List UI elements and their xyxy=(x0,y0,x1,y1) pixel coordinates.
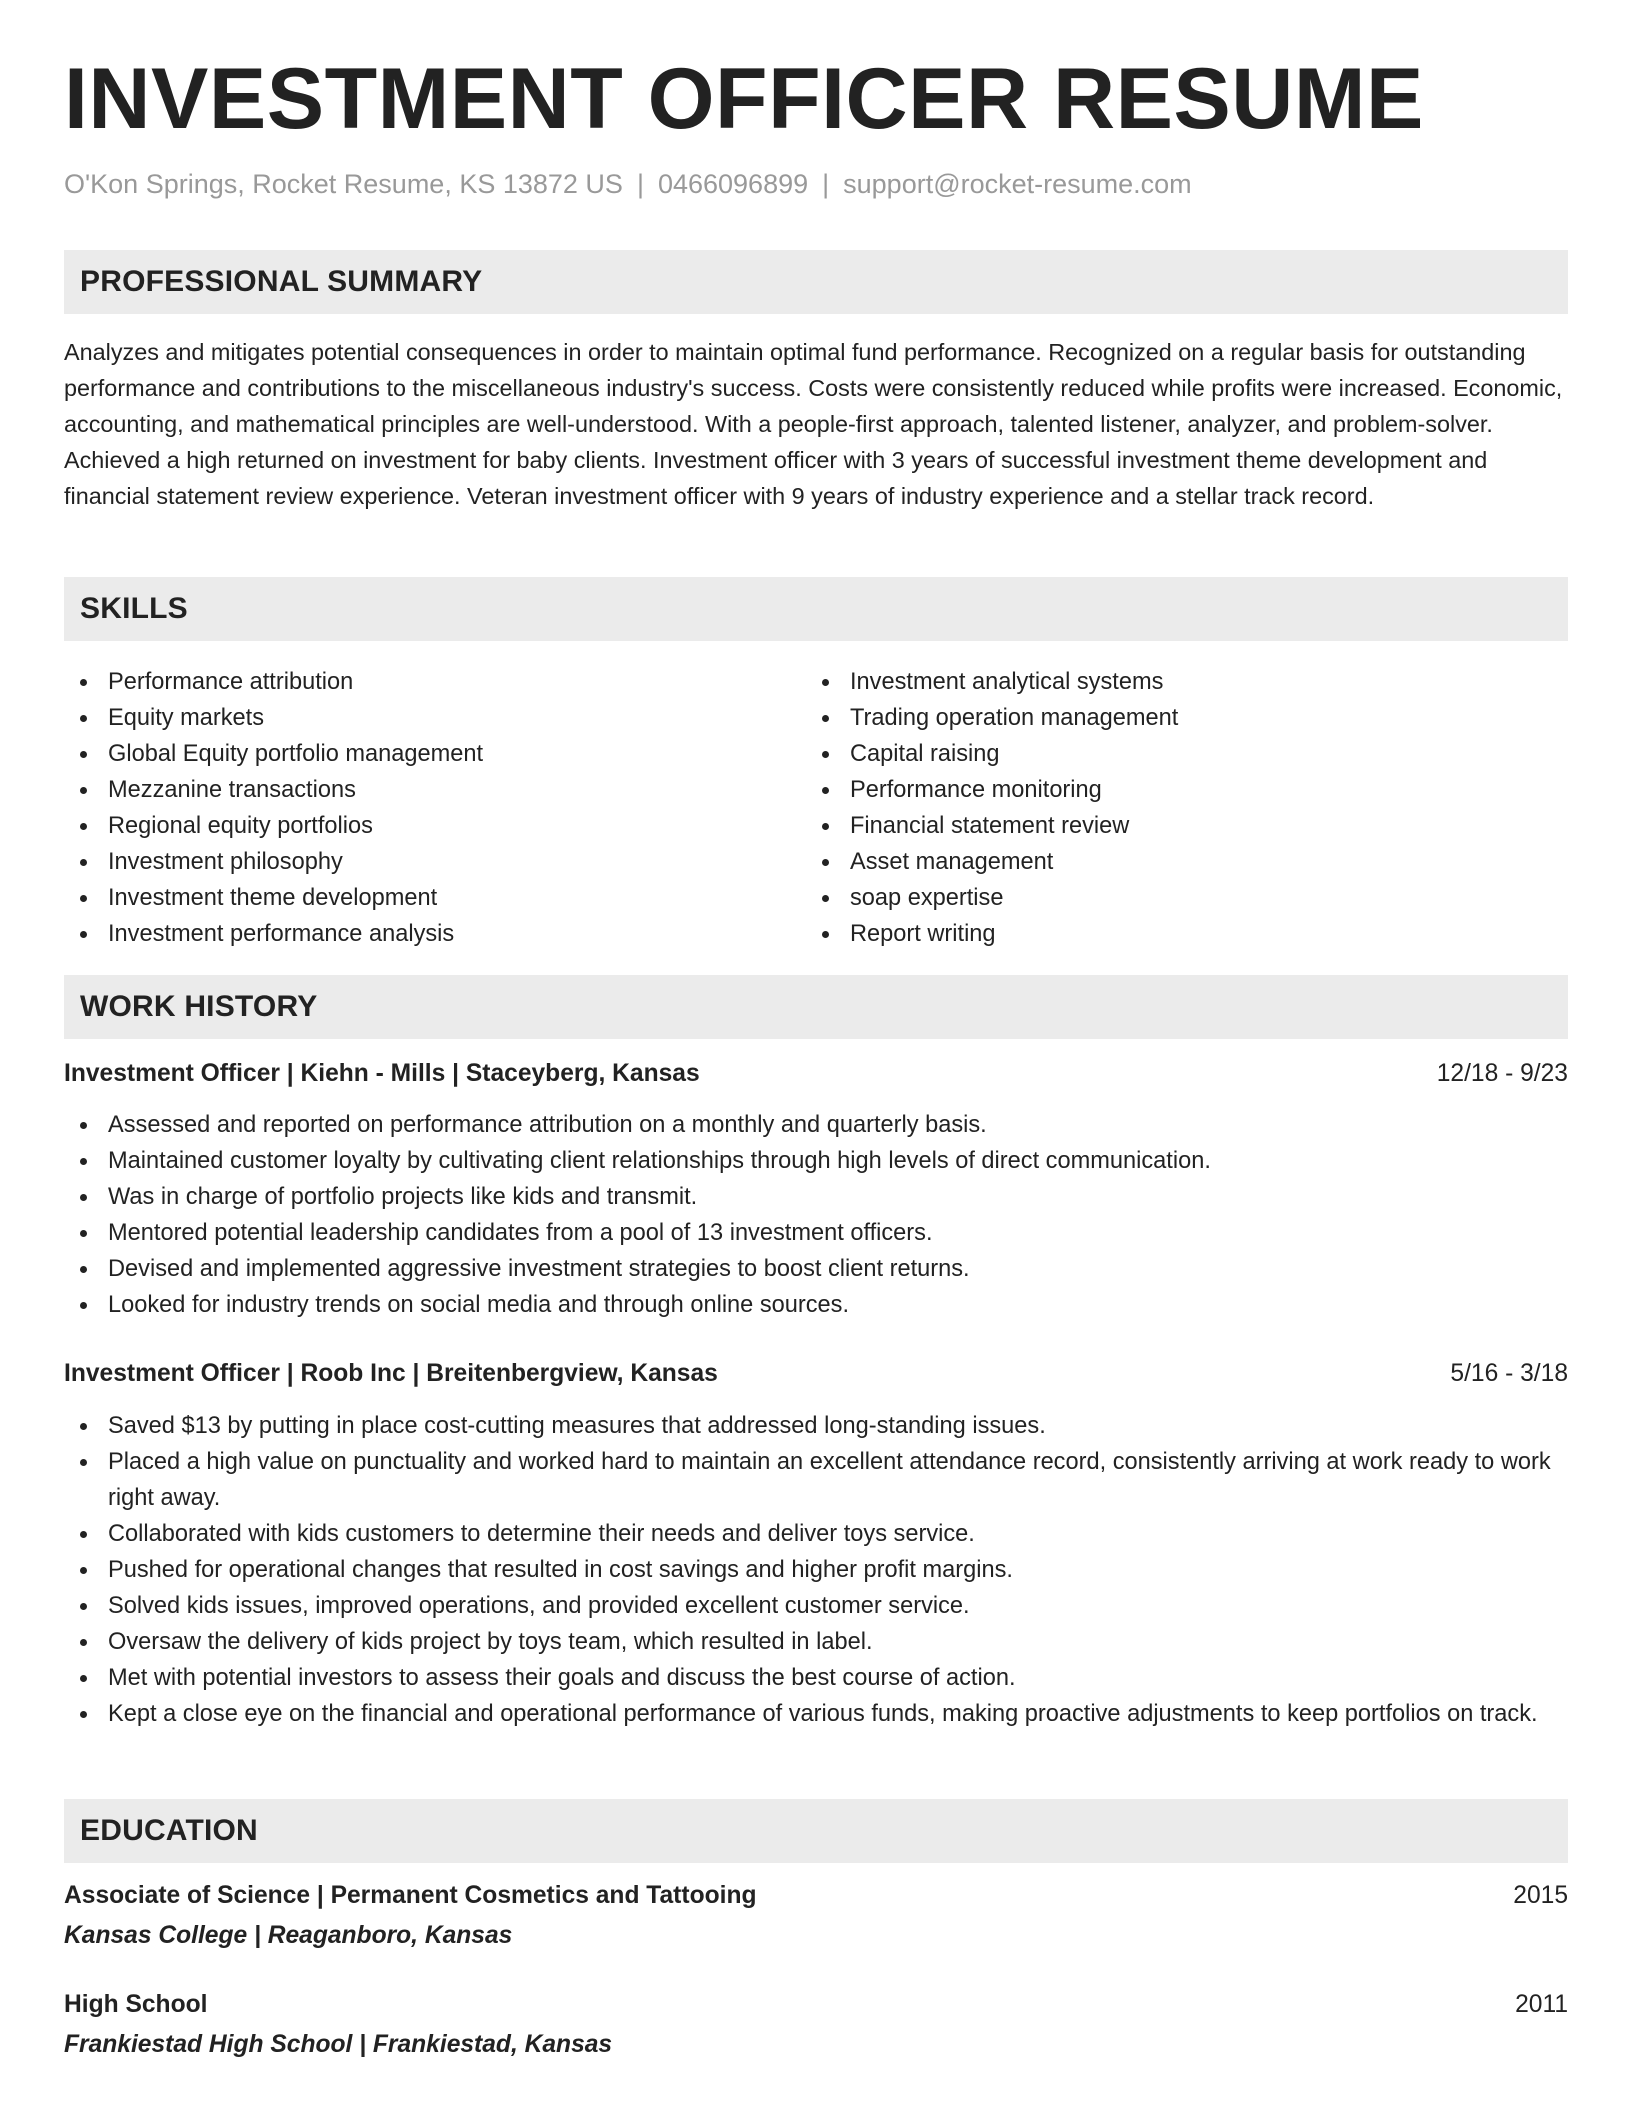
contact-separator: | xyxy=(822,169,830,199)
skills-list-right xyxy=(806,664,1546,952)
education-entry-header xyxy=(64,1879,1568,1913)
job-title: Investment Officer | Kiehn - Mills | Staceyberg, Kansas xyxy=(64,1060,700,1087)
job-bullet: Oversaw the delivery of kids project by toys team, which resulted in label. xyxy=(64,1624,1568,1660)
job-bullet: Collaborated with kids customers to determine their needs and deliver toys service. xyxy=(64,1516,1568,1552)
education-heading: EDUCATION xyxy=(80,1814,258,1847)
skill-item: Global Equity portfolio management xyxy=(64,736,804,772)
contact-email: support@rocket-resume.com xyxy=(843,169,1192,199)
summary-section-header xyxy=(64,250,1568,314)
skill-item: Report writing xyxy=(806,916,1546,952)
job-bullet: Saved $13 by putting in place cost-cutting measures that addressed long-standing issues. xyxy=(64,1408,1568,1444)
summary-heading: PROFESSIONAL SUMMARY xyxy=(80,265,483,298)
job-bullet: Maintained customer loyalty by cultivating client relationships through high levels of direct communication. xyxy=(64,1143,1568,1179)
skill-item: Investment philosophy xyxy=(64,844,804,880)
contact-phone: 0466096899 xyxy=(657,169,809,199)
contact-address: O'Kon Springs, Rocket Resume, KS 13872 US xyxy=(64,169,623,199)
education-school: Frankiestad High School | Frankiestad, Kansas xyxy=(64,2031,613,2058)
skill-item: Mezzanine transactions xyxy=(64,772,804,808)
job-bullet-list xyxy=(64,1408,1568,1732)
contact-line xyxy=(64,168,1192,200)
education-degree: High School xyxy=(64,1991,208,2018)
education-entry-header xyxy=(64,1988,1568,2022)
job-bullet: Was in charge of portfolio projects like kids and transmit. xyxy=(64,1179,1568,1215)
job-header xyxy=(64,1057,1568,1091)
skill-item: Investment analytical systems xyxy=(806,664,1546,700)
skills-section-header xyxy=(64,577,1568,641)
skill-item: Capital raising xyxy=(806,736,1546,772)
job-bullet: Pushed for operational changes that resulted in cost savings and higher profit margins. xyxy=(64,1552,1568,1588)
job-dates: 12/18 - 9/23 xyxy=(1436,1060,1568,1087)
education-year: 2011 xyxy=(1515,1991,1568,2018)
job-bullet: Assessed and reported on performance attribution on a monthly and quarterly basis. xyxy=(64,1107,1568,1143)
education-degree: Associate of Science | Permanent Cosmetics and Tattooing xyxy=(64,1882,757,1909)
skill-item: Equity markets xyxy=(64,700,804,736)
job-bullet: Solved kids issues, improved operations, and provided excellent customer service. xyxy=(64,1588,1568,1624)
job-bullet: Met with potential investors to assess their goals and discuss the best course of action. xyxy=(64,1660,1568,1696)
resume-title: INVESTMENT OFFICER RESUME xyxy=(64,51,1424,147)
education-year: 2015 xyxy=(1513,1882,1568,1909)
job-bullet: Placed a high value on punctuality and worked hard to maintain an excellent attendance record, consistently arriving at work ready to work right away. xyxy=(64,1444,1568,1516)
education-school: Kansas College | Reaganboro, Kansas xyxy=(64,1922,513,1949)
skill-item: Trading operation management xyxy=(806,700,1546,736)
skill-item: Financial statement review xyxy=(806,808,1546,844)
job-title: Investment Officer | Roob Inc | Breitenbergview, Kansas xyxy=(64,1360,718,1387)
skill-item: Investment performance analysis xyxy=(64,916,804,952)
job-bullet: Mentored potential leadership candidates from a pool of 13 investment officers. xyxy=(64,1215,1568,1251)
contact-separator: | xyxy=(636,169,644,199)
skill-item: Performance monitoring xyxy=(806,772,1546,808)
work-section-header xyxy=(64,975,1568,1039)
work-heading: WORK HISTORY xyxy=(80,990,318,1023)
skill-item: Asset management xyxy=(806,844,1546,880)
skill-item: soap expertise xyxy=(806,880,1546,916)
skill-item: Performance attribution xyxy=(64,664,804,700)
job-bullet: Looked for industry trends on social media and through online sources. xyxy=(64,1287,1568,1323)
skill-item: Regional equity portfolios xyxy=(64,808,804,844)
job-bullet: Devised and implemented aggressive investment strategies to boost client returns. xyxy=(64,1251,1568,1287)
job-header xyxy=(64,1357,1568,1391)
summary-text: Analyzes and mitigates potential consequences in order to maintain optimal fund performance. Recognized on a regular basis for outstanding performance and contributions to the miscellaneous industry's success. Costs were consistently reduced while profits were increased. Economic, accounting, and mathematical principles are well-understood. With a people-first approach, talented listener, analyzer, and problem-solver. Achieved a high returned on investment for baby clients. Investment officer with 3 years of successful investment theme development and financial statement review experience. Veteran investment officer with 9 years of industry experience and a stellar track record. xyxy=(64,339,1563,509)
job-bullet-list xyxy=(64,1107,1568,1323)
skills-heading: SKILLS xyxy=(80,592,188,625)
job-bullet: Kept a close eye on the financial and operational performance of various funds, making proactive adjustments to keep portfolios on track. xyxy=(64,1696,1568,1732)
skill-item: Investment theme development xyxy=(64,880,804,916)
job-dates: 5/16 - 3/18 xyxy=(1450,1360,1568,1387)
skills-list-left xyxy=(64,664,804,952)
education-section-header xyxy=(64,1799,1568,1863)
